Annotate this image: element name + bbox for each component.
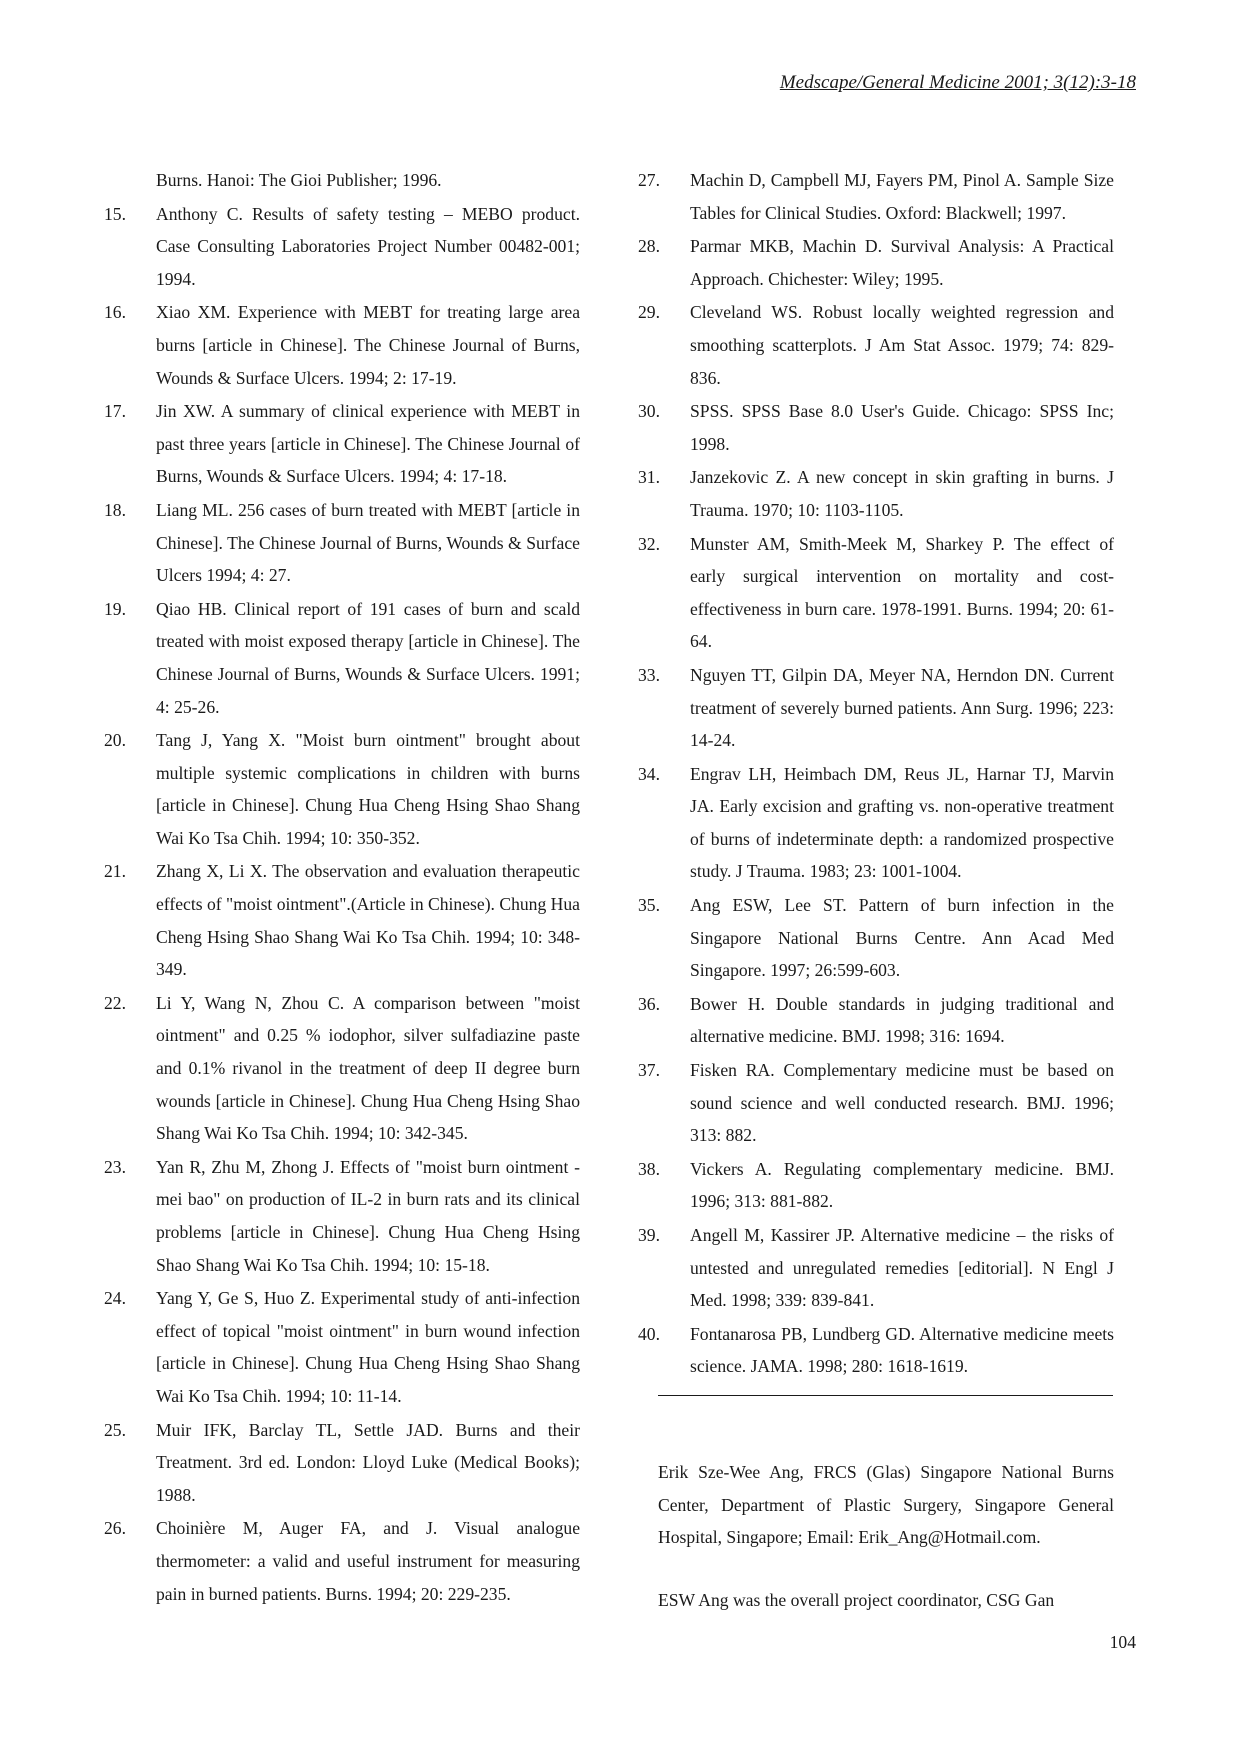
reference-text: Anthony C. Results of safety testing – MEBO product. Case Consulting Laboratories Project Number 00482-001; 1994. <box>156 203 580 289</box>
reference-text: Fontanarosa PB, Lundberg GD. Alternative medicine meets science. JAMA. 1998; 280: 1618-1619. <box>690 1323 1114 1377</box>
reference-text: Choinière M, Auger FA, and J. Visual analogue thermometer: a valid and useful instrument for measuring pain in burned patients. Burns. 1994; 20: 229-235. <box>156 1518 580 1604</box>
reference-text: Machin D, Campbell MJ, Fayers PM, Pinol A. Sample Size Tables for Clinical Studies. Oxford: Blackwell; 1997. <box>690 170 1114 223</box>
reference-number: 27. <box>638 170 660 190</box>
reference-number: 40. <box>638 1323 660 1344</box>
reference-item <box>638 889 1114 987</box>
reference-number: 28. <box>638 236 660 257</box>
footnote-rule <box>658 1395 1113 1396</box>
reference-text: Janzekovic Z. A new concept in skin grafting in burns. J Trauma. 1970; 10: 1103-1105. <box>690 467 1114 520</box>
right-reference-list <box>638 164 1114 1383</box>
reference-text: Yang Y, Ge S, Huo Z. Experimental study of anti-infection effect of topical "moist ointment" in burn wound infection [article in Chinese]. Chung Hua Cheng Hsing Shao Shang Wai Ko Tsa Chih. 1994; 10: 11-14. <box>156 1288 580 1406</box>
reference-number: 23. <box>104 1156 126 1177</box>
reference-text: SPSS. SPSS Base 8.0 User's Guide. Chicago: SPSS Inc; 1998. <box>690 401 1114 454</box>
reference-item <box>638 461 1114 526</box>
reference-text: Angell M, Kassirer JP. Alternative medicine – the risks of untested and unregulated remedies [editorial]. N Engl J Med. 1998; 339: 839-841. <box>690 1225 1114 1311</box>
reference-item <box>104 987 580 1150</box>
reference-number: 15. <box>104 203 126 224</box>
reference-item <box>104 1512 580 1610</box>
reference-item <box>638 659 1114 757</box>
reference-number: 20. <box>104 730 126 751</box>
author-contribution: ESW Ang was the overall project coordinator, CSG Gan <box>658 1589 1055 1610</box>
reference-number: 21. <box>104 861 126 882</box>
reference-number: 25. <box>104 1419 126 1440</box>
reference-number: 19. <box>104 598 126 619</box>
reference-text: Muir IFK, Barclay TL, Settle JAD. Burns and their Treatment. 3rd ed. London: Lloyd Luke (Medical Books); 1988. <box>156 1419 580 1505</box>
reference-number: 38. <box>638 1158 660 1179</box>
reference-item <box>638 1153 1114 1218</box>
reference-item <box>104 1151 580 1281</box>
reference-item <box>104 296 580 394</box>
reference-number: 17. <box>104 401 126 422</box>
reference-number: 24. <box>104 1288 126 1309</box>
reference-text: Li Y, Wang N, Zhou C. A comparison between "moist ointment" and 0.25 % iodophor, silver sulfadiazine paste and 0.1% rivanol in the treatment of deep II degree burn wounds [article in Chinese]. Chung Hua Cheng Hsing Shao Shang Wai Ko Tsa Chih. 1994; 10: 342-345. <box>156 992 580 1144</box>
reference-item <box>638 1219 1114 1317</box>
reference-number: 16. <box>104 302 126 323</box>
reference-text: Parmar MKB, Machin D. Survival Analysis: A Practical Approach. Chichester: Wiley; 1995. <box>690 236 1114 289</box>
reference-text: Vickers A. Regulating complementary medicine. BMJ. 1996; 313: 881-882. <box>690 1158 1114 1212</box>
page-number: 104 <box>1109 1632 1136 1652</box>
reference-text: Liang ML. 256 cases of burn treated with MEBT [article in Chinese]. The Chinese Journal of Burns, Wounds & Surface Ulcers 1994; 4: 27. <box>156 499 580 586</box>
reference-number: 35. <box>638 895 660 916</box>
reference-text: Bower H. Double standards in judging traditional and alternative medicine. BMJ. 1998; 316: 1694. <box>690 993 1114 1047</box>
reference-text: Qiao HB. Clinical report of 191 cases of burn and scald treated with moist exposed therapy [article in Chinese]. The Chinese Journal of Burns, Wounds & Surface Ulcers. 1991; 4: 25-26. <box>156 598 580 717</box>
reference-text: Zhang X, Li X. The observation and evaluation therapeutic effects of "moist ointment".(Article in Chinese). Chung Hua Cheng Hsing Shao Shang Wai Ko Tsa Chih. 1994; 10: 348-349. <box>156 861 580 980</box>
reference-item <box>104 1414 580 1512</box>
reference-number: 39. <box>638 1225 660 1245</box>
reference-text: Engrav LH, Heimbach DM, Reus JL, Harnar TJ, Marvin JA. Early excision and grafting vs. non-operative treatment of burns of indeterminate depth: a randomized prospective study. J Trauma. 1983; 23: 1001-1004. <box>690 763 1114 882</box>
reference-item <box>638 758 1114 888</box>
reference-number: 34. <box>638 763 660 784</box>
reference-item <box>638 1318 1114 1383</box>
reference-text: Jin XW. A summary of clinical experience with MEBT in past three years [article in Chinese]. The Chinese Journal of Burns, Wounds & Surface Ulcers. 1994; 4: 17-18. <box>156 401 580 487</box>
reference-item <box>104 494 580 592</box>
reference-text: Ang ESW, Lee ST. Pattern of burn infection in the Singapore National Burns Centre. Ann Acad Med Singapore. 1997; 26:599-603. <box>690 895 1114 981</box>
reference-number: 32. <box>638 533 660 554</box>
reference-item <box>104 855 580 985</box>
reference-item <box>638 1054 1114 1152</box>
reference-continuation: Burns. Hanoi: The Gioi Publisher; 1996. <box>156 170 442 190</box>
reference-item <box>104 1282 580 1412</box>
reference-item <box>104 395 580 493</box>
reference-item <box>638 395 1114 460</box>
reference-text: Yan R, Zhu M, Zhong J. Effects of "moist burn ointment - mei bao" on production of IL-2 in burn rats and its clinical problems [article in Chinese]. Chung Hua Cheng Hsing Shao Shang Wai Ko Tsa Chih. 1994; 10: 15-18. <box>156 1156 580 1275</box>
reference-item <box>104 198 580 296</box>
reference-number: 30. <box>638 401 660 422</box>
reference-number: 37. <box>638 1060 660 1081</box>
reference-item <box>638 988 1114 1053</box>
left-reference-list <box>104 198 580 1611</box>
reference-item <box>638 230 1114 295</box>
reference-item <box>104 724 580 854</box>
reference-item <box>638 528 1114 658</box>
reference-number: 22. <box>104 992 126 1013</box>
reference-text: Tang J, Yang X. "Moist burn ointment" brought about multiple systemic complications in children with burns [article in Chinese]. Chung Hua Cheng Hsing Shao Shang Wai Ko Tsa Chih. 1994; 10: 350-352. <box>156 730 580 848</box>
right-column <box>638 164 1114 1616</box>
reference-text: Xiao XM. Experience with MEBT for treating large area burns [article in Chinese]. The Chinese Journal of Burns, Wounds & Surface Ulcers. 1994; 2: 17-19. <box>156 302 580 388</box>
left-column <box>104 164 580 1611</box>
reference-number: 26. <box>104 1518 126 1539</box>
reference-number: 33. <box>638 664 660 685</box>
reference-text: Cleveland WS. Robust locally weighted regression and smoothing scatterplots. J Am Stat Assoc. 1979; 74: 829-836. <box>690 302 1114 388</box>
reference-number: 18. <box>104 499 126 520</box>
reference-text: Munster AM, Smith-Meek M, Sharkey P. The effect of early surgical intervention on mortality and cost-effectiveness in burn care. 1978-1991. Burns. 1994; 20: 61-64. <box>690 533 1114 652</box>
reference-text: Fisken RA. Complementary medicine must be based on sound science and well conducted research. BMJ. 1996; 313: 882. <box>690 1060 1114 1146</box>
reference-item <box>638 164 1114 229</box>
reference-item <box>104 593 580 723</box>
author-affiliation: Erik Sze-Wee Ang, FRCS (Glas) Singapore National Burns Center, Department of Plastic Surgery, Singapore General Hospital, Singapore; Email: Erik_Ang@Hotmail.com. <box>658 1461 1114 1548</box>
reference-item <box>638 296 1114 394</box>
reference-number: 31. <box>638 467 660 488</box>
reference-number: 29. <box>638 302 660 323</box>
reference-text: Nguyen TT, Gilpin DA, Meyer NA, Herndon DN. Current treatment of severely burned patients. Ann Surg. 1996; 223: 14-24. <box>690 664 1114 751</box>
reference-number: 36. <box>638 993 660 1014</box>
journal-header: Medscape/General Medicine 2001; 3(12):3-18 <box>779 72 1136 93</box>
